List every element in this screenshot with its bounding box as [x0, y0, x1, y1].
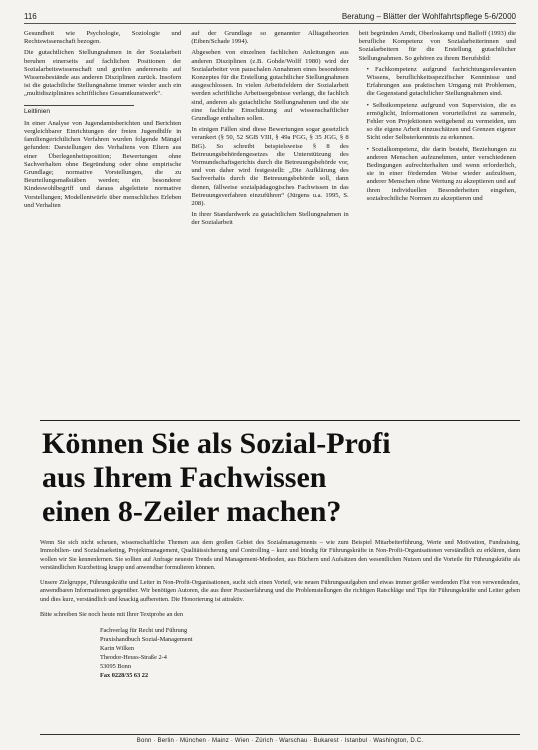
address-line: 53095 Bonn — [100, 663, 131, 671]
list-item: • Sozialkompetenz, die darin besteht, Beziehungen zu anderen Menschen aufzunehmen, unter verschiedenen Bedingungen aufrechterhalten und wenn erforderlich, sie in einer fördernden Weise wieder aufzulösen, anderer Menschen ohne Wertung zu akzeptieren und auf ihren individuellen Besonderheiten eingehen, sozialrechtliche Normen zu akzeptieren und — [367, 146, 516, 203]
column-2 — [191, 30, 348, 430]
advertisement — [40, 420, 520, 741]
address-line: Praxishandbuch Sozial-Management — [100, 636, 193, 644]
list-item: • Fachkompetenz aufgrund fachrichtungsrelevanten Wissens, beruflichkeitsspezifischer Kenntnisse und Erfahrungen aus praktischen Umgang mit Problemen, die Gegenstand gutachtlicher Stellungnahmen sind. — [367, 66, 516, 99]
competence-list — [359, 66, 516, 203]
ad-headline-line: einen 8-Zeiler machen? — [42, 495, 342, 528]
section-heading: Leitlinien — [24, 105, 134, 116]
ad-headline-line: Können Sie als Sozial-Profi — [42, 427, 391, 460]
running-header — [24, 12, 516, 24]
article-columns — [24, 30, 516, 430]
page-number: 116 — [24, 12, 37, 21]
paragraph: beit begründen Arndt, Oberloskamp und Balloff (1993) die berufliche Kompetenz von Sozialarbeiterinnen und Sozialarbeitern für die Erstellung gutachtlicher Stellungnahmen. So gehören zu ihrem Berufsbild: — [358, 30, 516, 62]
address-line: Fachverlag für Recht und Führung — [100, 627, 188, 635]
ad-headline-line: aus Ihrem Fachwissen — [42, 461, 327, 494]
paragraph: In einigen Fällen sind diese Bewertungen sogar gesetzlich verankert (§ 50, 52 SGB VIII, § 49a FGG, § 35 JGG, § 8 BtG). So schreibt beispielsweise § 8 des Betreuungsbehördengesetzes die Unterstützung des Vormundschaftsgerichts durch die Betreuungsbehörde vor, und von daher wird festgestellt: „Die Aufklärung des Sachverhalts durch die Betreuungsbehörde soll, dann dienen, fällweise sozialpädagogisches Fachwissen in das Betreuungsverfahren einzuführen“ (Jürgens u.a. 1995, S. 208). — [191, 126, 349, 208]
ad-paragraph: Wenn Sie sich nicht scheuen, wissenschaftliche Themen aus dem großen Gebiet des Sozialmanagements – wie zum Beispiel Mitarbeiterführung, Werte und Motivation, Fundraising, Immobilien- und Sozialmarketing, Projektmanagement, Qualitätssicherung und Controlling – kurz und bündig für Führungskräfte in Non-Profit-Organisationen verständlich zu erklären, dann wollen wir Sie kennenlernen. Sie sollten auf Anfrage neueste Trends und Management-Methoden, aus Büchern und Aufsätzen den wesentlichen Nutzen und die Vorteile für Führungskräfte als verständlichen Kurzbeitrag knapp und anwendbar formulieren können. — [40, 539, 520, 571]
address-line: Theodor-Heuss-Straße 2-4 — [100, 654, 167, 662]
fax-line: Fax 0228/35 63 22 — [100, 672, 149, 680]
contact-address — [100, 626, 520, 680]
list-item: • Selbstkompetenz aufgrund von Supervision, die es ermöglicht, Informationen vorurteilsfrei zu sammeln, Fehler von Projektionen weitgehend zu vermeiden, um so die eigene Arbeit einzuschätzen und Grenzen eigener Sicht oder Selbsterkenntnis zu erkennen. — [367, 102, 516, 143]
column-1 — [24, 30, 181, 430]
ad-paragraph: Bitte schreiben Sie noch heute mit Ihrer Textprobe an den — [40, 611, 183, 619]
paragraph: Die gutachtlichen Stellungnahmen in der Sozialarbeit beruhen einerseits auf fachlichen Positionen der Sozialarbeitswissenschaft und greifen andererseits auf Wissensbestände aus anderen Disziplinen zurück. Insofern ist die gutachtliche Stellungnahme immer wieder auch ein „multidisziplinäres schriftliches Gesamtkunstwerk“. — [24, 49, 182, 98]
paragraph: Gesundheit wie Psychologie, Soziologie und Rechtswissenschaft bezogen. — [24, 30, 182, 46]
journal-title: Beratung – Blätter der Wohlfahrtspflege 5-6/2000 — [341, 12, 516, 21]
paragraph: In einer Analyse von Jugendamtsberichten und Berichten vergleichbarer Einrichtungen der freien Jugendhilfe in familiengerichtlichen Verfahren wurden folgende Mängel gefunden: Darstellungen des Verhaltens von Eltern aus einer Überlegenheitsposition; Bewertungen ohne Sachverhalten ohne Begründung oder ohne empirische Grundlage; normative Vorstellungen, die zu Beurteilungsmaßstäben werden; ein besonderer Kindeswohlbegriff und daraus abgeleitete normative Vorstellungen; Modellentwürfe über menschliches Erleben und Verhalten — [24, 119, 182, 209]
column-3 — [359, 30, 516, 430]
ad-paragraph: Unsere Zielgruppe, Führungskräfte und Leiter in Non-Profit-Organisationen, sucht sich einen Vorteil, wie neuen Führungsaufgaben und etwas immer größer werdenden Flut von verwendenden, anwendbaren Informationen gegenüber. Wir benötigen Autoren, die aus ihrer Praxiserfahrung und die Problemstellungen die richtigen Ratschläge und Tips für Führungskräfte und Leiter geben und dies kurz, verständlich und knackig aufbereiten. Die Honorierung ist attraktiv. — [40, 579, 520, 603]
paragraph: Abgesehen von einzelnen fachlichen Anleitungen aus anderen Disziplinen (z.B. Gohde/Wolff 1980) wird der Sozialarbeiter von pauschalen Annahmen eines besonderen Konzeptes für die Erstellung gutachtlicher Stellungnahmen ausgeschlossen. In vielen Arbeitsfeldern der Sozialarbeit werden schriftliche Arbeitsergebnisse verlangt, die fachlich sind, anderen als gutachtliche Stellungnahmen und die sie eine fachliche Einschätzung auf wissenschaftlicher Grundlage enthalten sollen. — [191, 49, 349, 123]
paragraph: In ihrer Standardwerk zu gutachtlichen Stellungnahmen in der Sozialarbeit — [191, 211, 349, 227]
address-line: Karin Wilken — [100, 645, 135, 653]
city-footer: Bonn · Berlin · München · Mainz · Wien · Zürich · Warschau · Bukarest · Istanbul · Washington, D.C. — [40, 734, 520, 744]
ad-body — [40, 539, 520, 680]
paragraph: auf der Grundlage so genannter Alltagstheorien (Eiben/Schade 1994). — [191, 30, 349, 46]
ad-headline — [42, 427, 520, 529]
